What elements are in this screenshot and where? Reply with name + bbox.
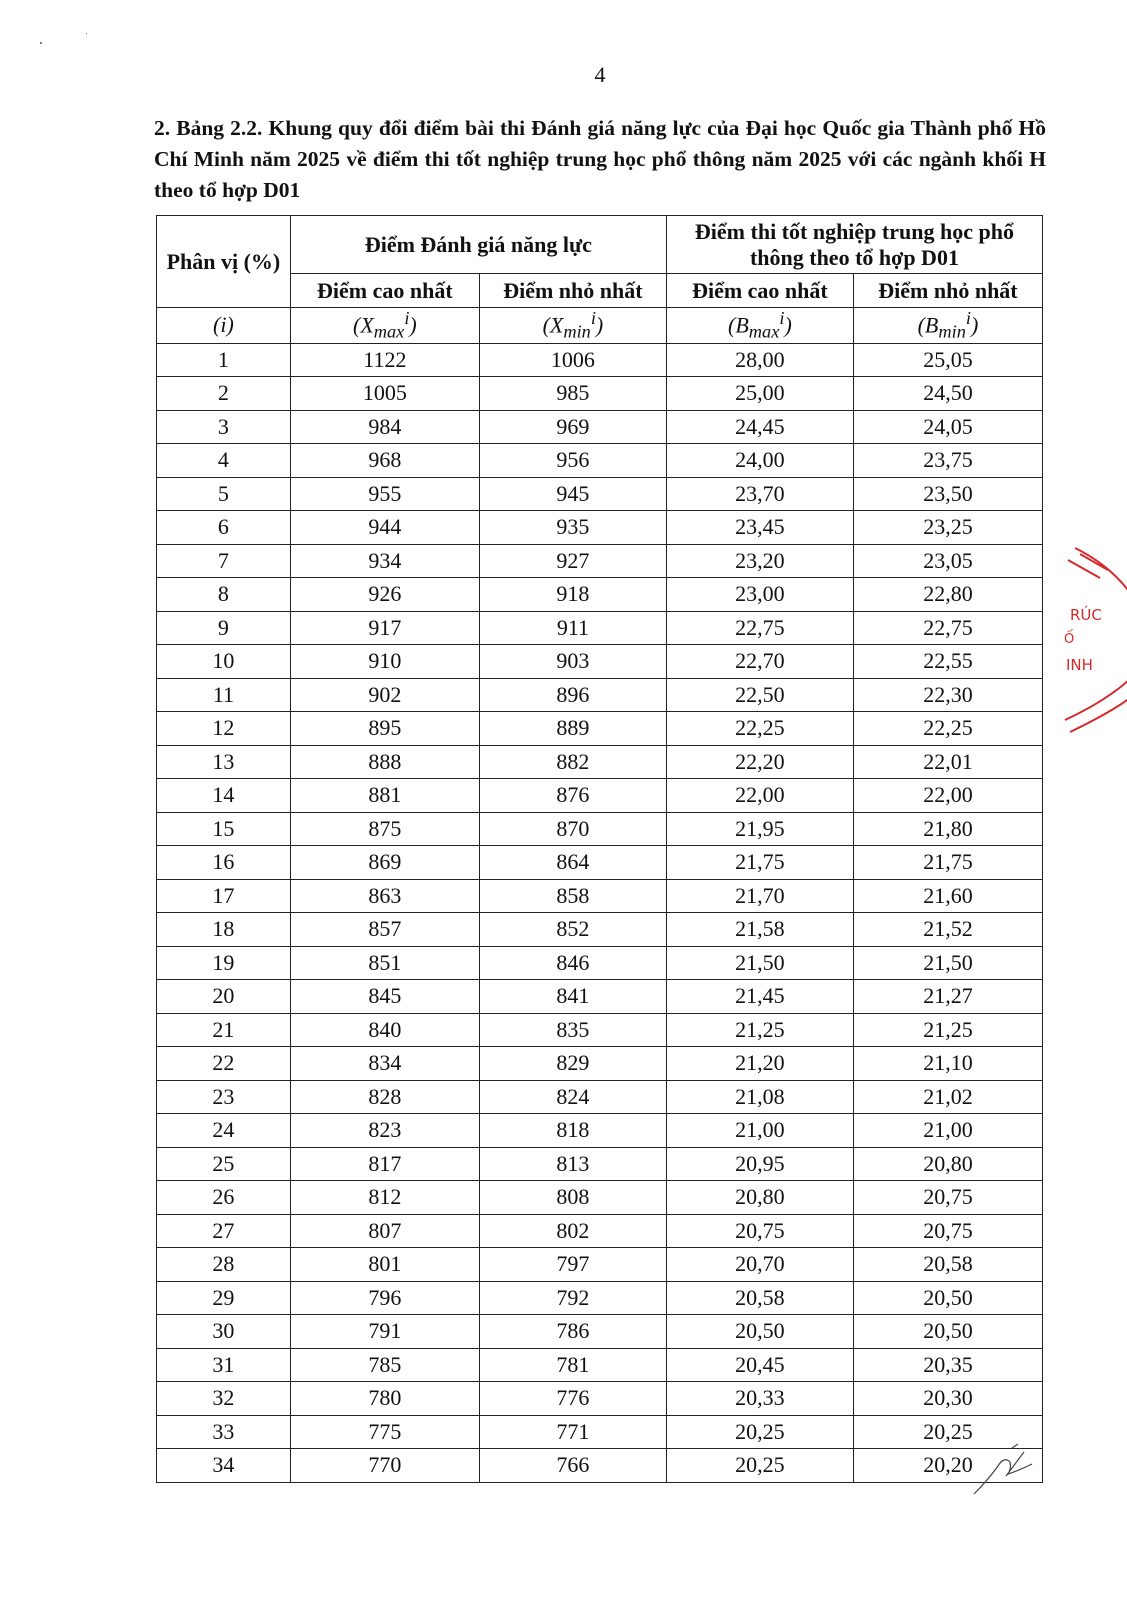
cell-thpt-max: 20,25 xyxy=(666,1415,853,1449)
cell-dgnl-min: 781 xyxy=(479,1348,666,1382)
cell-percentile: 23 xyxy=(157,1080,291,1114)
symbol-bmax: $(B_{max}^i)$ xyxy=(666,308,853,344)
cell-thpt-min: 20,75 xyxy=(853,1214,1042,1248)
cell-dgnl-max: 812 xyxy=(290,1181,479,1215)
table-row xyxy=(157,1449,1043,1483)
dgnl-max-header: Điểm cao nhất xyxy=(290,274,479,308)
table-row xyxy=(157,1248,1043,1282)
cell-thpt-min: 21,52 xyxy=(853,913,1042,947)
cell-thpt-max: 20,33 xyxy=(666,1382,853,1416)
cell-percentile: 34 xyxy=(157,1449,291,1483)
table-row xyxy=(157,343,1043,377)
table-row xyxy=(157,745,1043,779)
cell-dgnl-max: 775 xyxy=(290,1415,479,1449)
cell-dgnl-min: 927 xyxy=(479,544,666,578)
cell-dgnl-min: 829 xyxy=(479,1047,666,1081)
cell-dgnl-max: 796 xyxy=(290,1281,479,1315)
cell-thpt-max: 20,95 xyxy=(666,1147,853,1181)
table-row xyxy=(157,946,1043,980)
stamp-text: RÚC xyxy=(1070,606,1102,624)
cell-dgnl-max: 881 xyxy=(290,779,479,813)
cell-thpt-min: 22,01 xyxy=(853,745,1042,779)
cell-thpt-max: 21,20 xyxy=(666,1047,853,1081)
cell-thpt-min: 21,25 xyxy=(853,1013,1042,1047)
table-row xyxy=(157,1415,1043,1449)
cell-dgnl-max: 770 xyxy=(290,1449,479,1483)
table-row xyxy=(157,1047,1043,1081)
cell-percentile: 30 xyxy=(157,1315,291,1349)
stamp-text: Ố xyxy=(1064,632,1075,647)
table-row xyxy=(157,846,1043,880)
cell-dgnl-min: 776 xyxy=(479,1382,666,1416)
cell-percentile: 9 xyxy=(157,611,291,645)
cell-thpt-min: 20,75 xyxy=(853,1181,1042,1215)
cell-thpt-min: 23,50 xyxy=(853,477,1042,511)
cell-thpt-min: 25,05 xyxy=(853,343,1042,377)
initials-signature xyxy=(968,1440,1038,1500)
cell-dgnl-max: 817 xyxy=(290,1147,479,1181)
cell-dgnl-max: 791 xyxy=(290,1315,479,1349)
cell-thpt-min: 23,05 xyxy=(853,544,1042,578)
cell-thpt-max: 20,58 xyxy=(666,1281,853,1315)
cell-thpt-max: 28,00 xyxy=(666,343,853,377)
cell-thpt-min: 23,25 xyxy=(853,511,1042,545)
cell-percentile: 2 xyxy=(157,377,291,411)
cell-thpt-min: 21,10 xyxy=(853,1047,1042,1081)
table-row xyxy=(157,1382,1043,1416)
table-row xyxy=(157,544,1043,578)
cell-dgnl-max: 944 xyxy=(290,511,479,545)
table-row xyxy=(157,511,1043,545)
cell-dgnl-min: 835 xyxy=(479,1013,666,1047)
cell-dgnl-min: 864 xyxy=(479,846,666,880)
cell-thpt-min: 20,50 xyxy=(853,1315,1042,1349)
cell-dgnl-max: 801 xyxy=(290,1248,479,1282)
cell-percentile: 18 xyxy=(157,913,291,947)
cell-dgnl-max: 926 xyxy=(290,578,479,612)
cell-dgnl-min: 841 xyxy=(479,980,666,1014)
official-stamp-fragment xyxy=(1060,540,1127,740)
table-row xyxy=(157,1281,1043,1315)
table-row xyxy=(157,913,1043,947)
cell-dgnl-min: 985 xyxy=(479,377,666,411)
symbol-xmin: $(X_{min}^i)$ xyxy=(479,308,666,344)
cell-dgnl-max: 910 xyxy=(290,645,479,679)
cell-thpt-max: 20,70 xyxy=(666,1248,853,1282)
cell-percentile: 28 xyxy=(157,1248,291,1282)
cell-dgnl-min: 808 xyxy=(479,1181,666,1215)
cell-dgnl-max: 851 xyxy=(290,946,479,980)
cell-dgnl-min: 889 xyxy=(479,712,666,746)
cell-percentile: 22 xyxy=(157,1047,291,1081)
cell-percentile: 7 xyxy=(157,544,291,578)
cell-dgnl-max: 955 xyxy=(290,477,479,511)
thpt-group-header: Điểm thi tốt nghiệp trung học phổ thông theo tổ hợp D01 xyxy=(666,216,1042,274)
cell-percentile: 5 xyxy=(157,477,291,511)
score-conversion-table xyxy=(156,215,1043,1483)
cell-thpt-max: 21,70 xyxy=(666,879,853,913)
cell-thpt-min: 20,30 xyxy=(853,1382,1042,1416)
cell-thpt-max: 21,45 xyxy=(666,980,853,1014)
cell-dgnl-max: 823 xyxy=(290,1114,479,1148)
cell-thpt-min: 22,75 xyxy=(853,611,1042,645)
table-row xyxy=(157,1114,1043,1148)
cell-dgnl-max: 968 xyxy=(290,444,479,478)
cell-thpt-min: 20,35 xyxy=(853,1348,1042,1382)
cell-dgnl-max: 834 xyxy=(290,1047,479,1081)
cell-dgnl-min: 956 xyxy=(479,444,666,478)
cell-thpt-min: 23,75 xyxy=(853,444,1042,478)
cell-percentile: 1 xyxy=(157,343,291,377)
cell-dgnl-min: 969 xyxy=(479,410,666,444)
symbol-bmin: $(B_{min}^i)$ xyxy=(853,308,1042,344)
cell-dgnl-max: 902 xyxy=(290,678,479,712)
table-row xyxy=(157,377,1043,411)
table-row xyxy=(157,779,1043,813)
cell-thpt-max: 23,00 xyxy=(666,578,853,612)
cell-thpt-max: 20,75 xyxy=(666,1214,853,1248)
cell-dgnl-min: 824 xyxy=(479,1080,666,1114)
cell-percentile: 4 xyxy=(157,444,291,478)
symbol-row xyxy=(157,308,1043,344)
table-row xyxy=(157,1013,1043,1047)
cell-thpt-min: 24,05 xyxy=(853,410,1042,444)
cell-thpt-max: 21,95 xyxy=(666,812,853,846)
cell-dgnl-min: 1006 xyxy=(479,343,666,377)
scan-speck xyxy=(86,33,87,34)
cell-thpt-max: 21,58 xyxy=(666,913,853,947)
cell-dgnl-min: 786 xyxy=(479,1315,666,1349)
thpt-min-header: Điểm nhỏ nhất xyxy=(853,274,1042,308)
table-row xyxy=(157,678,1043,712)
cell-dgnl-max: 934 xyxy=(290,544,479,578)
cell-thpt-min: 21,80 xyxy=(853,812,1042,846)
scan-speck xyxy=(40,42,42,44)
cell-thpt-min: 22,00 xyxy=(853,779,1042,813)
cell-percentile: 25 xyxy=(157,1147,291,1181)
cell-dgnl-min: 792 xyxy=(479,1281,666,1315)
table-row xyxy=(157,1315,1043,1349)
table-row xyxy=(157,812,1043,846)
cell-thpt-min: 20,20 xyxy=(853,1449,1042,1483)
cell-dgnl-max: 1005 xyxy=(290,377,479,411)
cell-dgnl-max: 875 xyxy=(290,812,479,846)
cell-thpt-min: 21,60 xyxy=(853,879,1042,913)
cell-dgnl-min: 911 xyxy=(479,611,666,645)
cell-thpt-min: 21,75 xyxy=(853,846,1042,880)
cell-dgnl-max: 857 xyxy=(290,913,479,947)
cell-dgnl-max: 869 xyxy=(290,846,479,880)
cell-thpt-min: 20,25 xyxy=(853,1415,1042,1449)
cell-dgnl-min: 935 xyxy=(479,511,666,545)
cell-dgnl-min: 852 xyxy=(479,913,666,947)
cell-percentile: 3 xyxy=(157,410,291,444)
table-row xyxy=(157,879,1043,913)
cell-thpt-max: 22,00 xyxy=(666,779,853,813)
cell-thpt-max: 20,80 xyxy=(666,1181,853,1215)
cell-thpt-max: 22,50 xyxy=(666,678,853,712)
cell-percentile: 24 xyxy=(157,1114,291,1148)
table-row xyxy=(157,1214,1043,1248)
table-heading: 2. Bảng 2.2. Khung quy đổi điểm bài thi Đánh giá năng lực của Đại học Quốc gia Thành phố Hồ Chí Minh năm 2025 về điểm thi tốt nghiệp trung học phổ thông năm 2025 với các ngành khối H theo tổ hợp D01 xyxy=(154,116,1046,202)
table-row xyxy=(157,611,1043,645)
cell-dgnl-min: 802 xyxy=(479,1214,666,1248)
symbol-i: (i) xyxy=(157,308,291,344)
cell-thpt-min: 22,80 xyxy=(853,578,1042,612)
cell-thpt-max: 20,45 xyxy=(666,1348,853,1382)
cell-thpt-min: 20,58 xyxy=(853,1248,1042,1282)
table-row xyxy=(157,712,1043,746)
cell-thpt-max: 21,25 xyxy=(666,1013,853,1047)
cell-thpt-max: 23,70 xyxy=(666,477,853,511)
symbol-xmax: $(X_{max}^i)$ xyxy=(290,308,479,344)
cell-percentile: 20 xyxy=(157,980,291,1014)
cell-thpt-max: 21,50 xyxy=(666,946,853,980)
cell-thpt-max: 20,50 xyxy=(666,1315,853,1349)
cell-thpt-max: 24,00 xyxy=(666,444,853,478)
cell-percentile: 11 xyxy=(157,678,291,712)
cell-thpt-max: 22,70 xyxy=(666,645,853,679)
cell-dgnl-min: 813 xyxy=(479,1147,666,1181)
table-row xyxy=(157,410,1043,444)
thpt-max-header: Điểm cao nhất xyxy=(666,274,853,308)
table-row xyxy=(157,1147,1043,1181)
cell-dgnl-max: 863 xyxy=(290,879,479,913)
cell-percentile: 33 xyxy=(157,1415,291,1449)
cell-percentile: 15 xyxy=(157,812,291,846)
cell-percentile: 12 xyxy=(157,712,291,746)
stamp-text: INH xyxy=(1066,656,1093,674)
cell-dgnl-max: 780 xyxy=(290,1382,479,1416)
cell-dgnl-max: 807 xyxy=(290,1214,479,1248)
cell-dgnl-min: 896 xyxy=(479,678,666,712)
cell-dgnl-max: 1122 xyxy=(290,343,479,377)
cell-thpt-min: 21,50 xyxy=(853,946,1042,980)
cell-thpt-min: 21,27 xyxy=(853,980,1042,1014)
table-row xyxy=(157,645,1043,679)
cell-dgnl-min: 876 xyxy=(479,779,666,813)
cell-thpt-max: 21,00 xyxy=(666,1114,853,1148)
cell-dgnl-max: 845 xyxy=(290,980,479,1014)
cell-percentile: 16 xyxy=(157,846,291,880)
cell-dgnl-min: 797 xyxy=(479,1248,666,1282)
table-row xyxy=(157,980,1043,1014)
cell-thpt-min: 22,55 xyxy=(853,645,1042,679)
cell-dgnl-min: 858 xyxy=(479,879,666,913)
cell-thpt-max: 24,45 xyxy=(666,410,853,444)
cell-percentile: 21 xyxy=(157,1013,291,1047)
cell-dgnl-min: 870 xyxy=(479,812,666,846)
table-row xyxy=(157,444,1043,478)
cell-thpt-max: 22,20 xyxy=(666,745,853,779)
cell-dgnl-min: 945 xyxy=(479,477,666,511)
cell-dgnl-min: 882 xyxy=(479,745,666,779)
cell-percentile: 26 xyxy=(157,1181,291,1215)
cell-percentile: 29 xyxy=(157,1281,291,1315)
cell-dgnl-max: 917 xyxy=(290,611,479,645)
cell-dgnl-min: 771 xyxy=(479,1415,666,1449)
cell-thpt-max: 22,75 xyxy=(666,611,853,645)
cell-dgnl-min: 818 xyxy=(479,1114,666,1148)
cell-thpt-min: 24,50 xyxy=(853,377,1042,411)
cell-thpt-max: 20,25 xyxy=(666,1449,853,1483)
cell-thpt-max: 23,20 xyxy=(666,544,853,578)
cell-thpt-max: 21,75 xyxy=(666,846,853,880)
cell-dgnl-min: 846 xyxy=(479,946,666,980)
cell-thpt-max: 21,08 xyxy=(666,1080,853,1114)
cell-thpt-max: 22,25 xyxy=(666,712,853,746)
cell-dgnl-min: 903 xyxy=(479,645,666,679)
table-row xyxy=(157,1080,1043,1114)
cell-percentile: 6 xyxy=(157,511,291,545)
cell-percentile: 19 xyxy=(157,946,291,980)
cell-dgnl-max: 888 xyxy=(290,745,479,779)
cell-percentile: 14 xyxy=(157,779,291,813)
cell-thpt-min: 22,30 xyxy=(853,678,1042,712)
cell-percentile: 32 xyxy=(157,1382,291,1416)
cell-thpt-min: 21,00 xyxy=(853,1114,1042,1148)
cell-thpt-min: 21,02 xyxy=(853,1080,1042,1114)
cell-dgnl-max: 785 xyxy=(290,1348,479,1382)
cell-thpt-min: 20,50 xyxy=(853,1281,1042,1315)
cell-percentile: 17 xyxy=(157,879,291,913)
dgnl-min-header: Điểm nhỏ nhất xyxy=(479,274,666,308)
cell-dgnl-min: 766 xyxy=(479,1449,666,1483)
percentile-header: Phân vị (%) xyxy=(157,216,291,308)
dgnl-group-header: Điểm Đánh giá năng lực xyxy=(290,216,666,274)
table-row xyxy=(157,1181,1043,1215)
cell-percentile: 27 xyxy=(157,1214,291,1248)
cell-percentile: 13 xyxy=(157,745,291,779)
cell-dgnl-max: 828 xyxy=(290,1080,479,1114)
cell-thpt-min: 22,25 xyxy=(853,712,1042,746)
cell-thpt-max: 23,45 xyxy=(666,511,853,545)
cell-dgnl-min: 918 xyxy=(479,578,666,612)
cell-dgnl-max: 895 xyxy=(290,712,479,746)
cell-percentile: 31 xyxy=(157,1348,291,1382)
table-row xyxy=(157,1348,1043,1382)
cell-dgnl-max: 984 xyxy=(290,410,479,444)
table-row xyxy=(157,477,1043,511)
table-row xyxy=(157,578,1043,612)
cell-dgnl-max: 840 xyxy=(290,1013,479,1047)
cell-thpt-max: 25,00 xyxy=(666,377,853,411)
cell-percentile: 8 xyxy=(157,578,291,612)
cell-thpt-min: 20,80 xyxy=(853,1147,1042,1181)
page-number: 4 xyxy=(594,62,606,87)
cell-percentile: 10 xyxy=(157,645,291,679)
